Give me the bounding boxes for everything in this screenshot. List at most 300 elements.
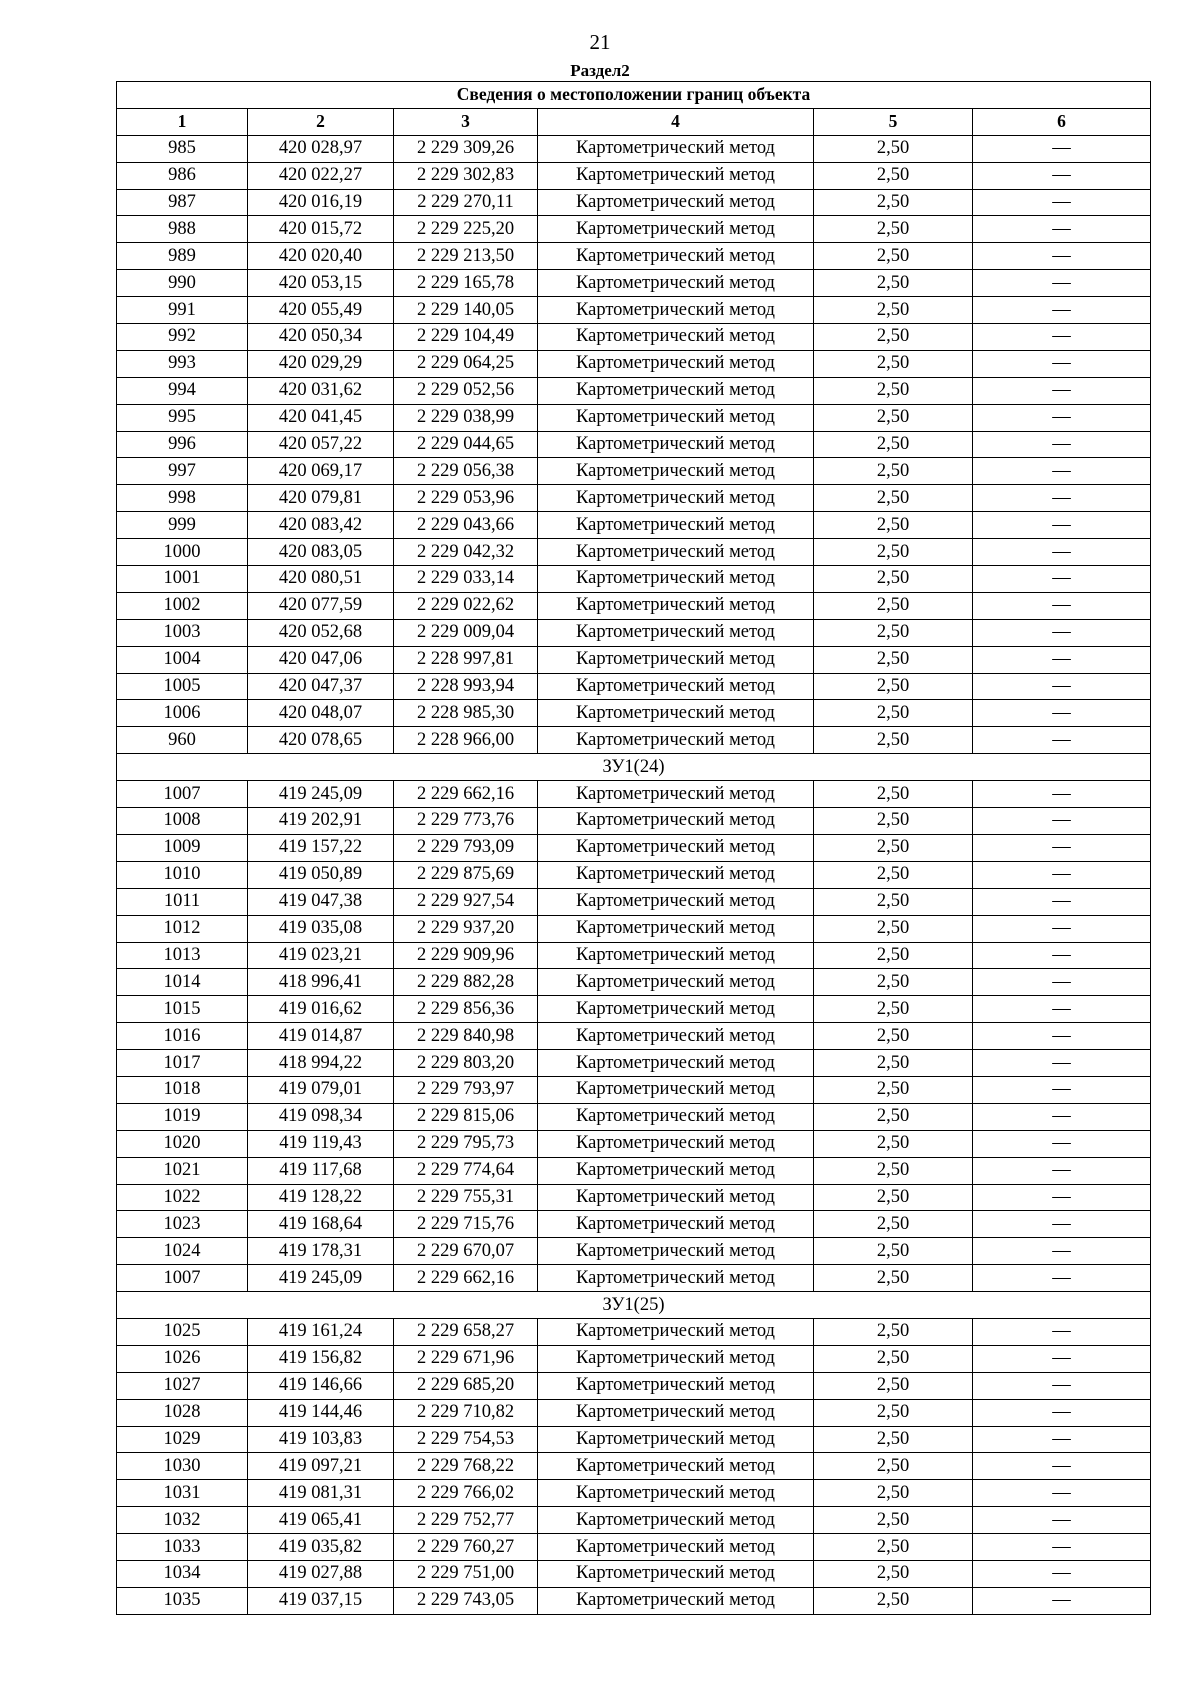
y-coordinate: 2 229 658,27 [394,1318,538,1345]
x-coordinate: 419 245,09 [248,1265,394,1292]
x-coordinate: 420 020,40 [248,243,394,270]
point-number: 1030 [117,1453,248,1480]
table-row [117,1238,1151,1265]
x-coordinate: 419 016,62 [248,996,394,1023]
column-header: 4 [538,108,814,135]
method-cell: Картометрический метод [538,1050,814,1077]
note-cell: — [973,1103,1151,1130]
note-cell: — [973,592,1151,619]
table-row [117,1184,1151,1211]
point-number: 985 [117,135,248,162]
y-coordinate: 2 229 165,78 [394,270,538,297]
y-coordinate: 2 229 793,97 [394,1076,538,1103]
column-header: 1 [117,108,248,135]
y-coordinate: 2 229 755,31 [394,1184,538,1211]
accuracy-cell: 2,50 [814,592,973,619]
note-cell: — [973,539,1151,566]
table-row [117,1157,1151,1184]
column-header: 2 [248,108,394,135]
method-cell: Картометрический метод [538,270,814,297]
accuracy-cell: 2,50 [814,431,973,458]
method-cell: Картометрический метод [538,162,814,189]
point-number: 993 [117,350,248,377]
point-number: 1031 [117,1480,248,1507]
method-cell: Картометрический метод [538,1211,814,1238]
accuracy-cell: 2,50 [814,1372,973,1399]
x-coordinate: 419 027,88 [248,1560,394,1587]
table-row [117,377,1151,404]
accuracy-cell: 2,50 [814,1265,973,1292]
note-cell: — [973,915,1151,942]
method-cell: Картометрический метод [538,539,814,566]
accuracy-cell: 2,50 [814,1426,973,1453]
table-row [117,243,1151,270]
note-cell: — [973,1426,1151,1453]
y-coordinate: 2 229 022,62 [394,592,538,619]
table-row [117,1076,1151,1103]
method-cell: Картометрический метод [538,888,814,915]
y-coordinate: 2 229 927,54 [394,888,538,915]
note-cell: — [973,189,1151,216]
x-coordinate: 419 168,64 [248,1211,394,1238]
note-cell: — [973,1534,1151,1561]
x-coordinate: 420 015,72 [248,216,394,243]
point-number: 992 [117,324,248,351]
x-coordinate: 419 202,91 [248,808,394,835]
table-row [117,566,1151,593]
note-cell: — [973,942,1151,969]
method-cell: Картометрический метод [538,135,814,162]
accuracy-cell: 2,50 [814,1587,973,1614]
method-cell: Картометрический метод [538,1130,814,1157]
group-row [117,754,1151,781]
method-cell: Картометрический метод [538,485,814,512]
y-coordinate: 2 229 270,11 [394,189,538,216]
note-cell: — [973,458,1151,485]
note-cell: — [973,619,1151,646]
y-coordinate: 2 229 685,20 [394,1372,538,1399]
section-title: Раздел2 [570,61,630,80]
x-coordinate: 420 050,34 [248,324,394,351]
table-row [117,162,1151,189]
y-coordinate: 2 229 140,05 [394,297,538,324]
x-coordinate: 419 144,46 [248,1399,394,1426]
point-number: 1016 [117,1023,248,1050]
table-row [117,1560,1151,1587]
y-coordinate: 2 229 937,20 [394,915,538,942]
note-cell: — [973,1023,1151,1050]
method-cell: Картометрический метод [538,404,814,431]
accuracy-cell: 2,50 [814,377,973,404]
accuracy-cell: 2,50 [814,996,973,1023]
note-cell: — [973,1050,1151,1077]
note-cell: — [973,135,1151,162]
boundary-coordinates-table [116,81,1151,1615]
accuracy-cell: 2,50 [814,404,973,431]
table-row [117,727,1151,754]
note-cell: — [973,350,1151,377]
accuracy-cell: 2,50 [814,781,973,808]
x-coordinate: 419 178,31 [248,1238,394,1265]
point-number: 989 [117,243,248,270]
method-cell: Картометрический метод [538,1426,814,1453]
method-cell: Картометрический метод [538,1157,814,1184]
accuracy-cell: 2,50 [814,834,973,861]
point-number: 1020 [117,1130,248,1157]
table-row [117,539,1151,566]
y-coordinate: 2 229 840,98 [394,1023,538,1050]
method-cell: Картометрический метод [538,1560,814,1587]
method-cell: Картометрический метод [538,1534,814,1561]
y-coordinate: 2 229 803,20 [394,1050,538,1077]
y-coordinate: 2 229 909,96 [394,942,538,969]
table-row [117,189,1151,216]
y-coordinate: 2 229 751,00 [394,1560,538,1587]
method-cell: Картометрический метод [538,969,814,996]
table-row [117,861,1151,888]
y-coordinate: 2 229 309,26 [394,135,538,162]
method-cell: Картометрический метод [538,1399,814,1426]
x-coordinate: 420 041,45 [248,404,394,431]
note-cell: — [973,162,1151,189]
note-cell: — [973,324,1151,351]
method-cell: Картометрический метод [538,1184,814,1211]
note-cell: — [973,1345,1151,1372]
point-number: 1034 [117,1560,248,1587]
table-row [117,1318,1151,1345]
table-row [117,1399,1151,1426]
point-number: 1012 [117,915,248,942]
y-coordinate: 2 229 056,38 [394,458,538,485]
y-coordinate: 2 229 856,36 [394,996,538,1023]
table-body [117,135,1151,1614]
accuracy-cell: 2,50 [814,297,973,324]
note-cell: — [973,781,1151,808]
method-cell: Картометрический метод [538,566,814,593]
point-number: 1010 [117,861,248,888]
method-cell: Картометрический метод [538,1076,814,1103]
point-number: 1027 [117,1372,248,1399]
table-row [117,915,1151,942]
accuracy-cell: 2,50 [814,458,973,485]
y-coordinate: 2 229 743,05 [394,1587,538,1614]
y-coordinate: 2 229 038,99 [394,404,538,431]
y-coordinate: 2 229 009,04 [394,619,538,646]
method-cell: Картометрический метод [538,1318,814,1345]
y-coordinate: 2 229 760,27 [394,1534,538,1561]
point-number: 1006 [117,700,248,727]
point-number: 987 [117,189,248,216]
x-coordinate: 420 078,65 [248,727,394,754]
method-cell: Картометрический метод [538,808,814,835]
x-coordinate: 420 047,06 [248,646,394,673]
y-coordinate: 2 229 302,83 [394,162,538,189]
x-coordinate: 419 161,24 [248,1318,394,1345]
note-cell: — [973,888,1151,915]
y-coordinate: 2 229 671,96 [394,1345,538,1372]
point-number: 986 [117,162,248,189]
point-number: 998 [117,485,248,512]
method-cell: Картометрический метод [538,1453,814,1480]
point-number: 1013 [117,942,248,969]
accuracy-cell: 2,50 [814,915,973,942]
note-cell: — [973,808,1151,835]
note-cell: — [973,431,1151,458]
method-cell: Картометрический метод [538,942,814,969]
point-number: 1029 [117,1426,248,1453]
x-coordinate: 419 050,89 [248,861,394,888]
y-coordinate: 2 229 053,96 [394,485,538,512]
y-coordinate: 2 229 033,14 [394,566,538,593]
table-caption: Сведения о местоположении границ объекта [117,82,1151,109]
x-coordinate: 420 022,27 [248,162,394,189]
note-cell: — [973,1076,1151,1103]
point-number: 1009 [117,834,248,861]
note-cell: — [973,1480,1151,1507]
accuracy-cell: 2,50 [814,1184,973,1211]
accuracy-cell: 2,50 [814,1050,973,1077]
note-cell: — [973,297,1151,324]
x-coordinate: 420 079,81 [248,485,394,512]
x-coordinate: 419 117,68 [248,1157,394,1184]
y-coordinate: 2 229 754,53 [394,1426,538,1453]
point-number: 994 [117,377,248,404]
method-cell: Картометрический метод [538,350,814,377]
note-cell: — [973,969,1151,996]
point-number: 1014 [117,969,248,996]
table-row [117,1050,1151,1077]
accuracy-cell: 2,50 [814,566,973,593]
method-cell: Картометрический метод [538,377,814,404]
method-cell: Картометрический метод [538,781,814,808]
table-row [117,969,1151,996]
method-cell: Картометрический метод [538,646,814,673]
method-cell: Картометрический метод [538,431,814,458]
point-number: 1022 [117,1184,248,1211]
y-coordinate: 2 229 882,28 [394,969,538,996]
table-row [117,808,1151,835]
accuracy-cell: 2,50 [814,673,973,700]
y-coordinate: 2 228 966,00 [394,727,538,754]
y-coordinate: 2 229 774,64 [394,1157,538,1184]
point-number: 1003 [117,619,248,646]
note-cell: — [973,1587,1151,1614]
point-number: 1000 [117,539,248,566]
method-cell: Картометрический метод [538,1587,814,1614]
table-row [117,1372,1151,1399]
x-coordinate: 420 028,97 [248,135,394,162]
point-number: 1023 [117,1211,248,1238]
method-cell: Картометрический метод [538,592,814,619]
x-coordinate: 419 035,08 [248,915,394,942]
accuracy-cell: 2,50 [814,1238,973,1265]
y-coordinate: 2 229 815,06 [394,1103,538,1130]
x-coordinate: 419 119,43 [248,1130,394,1157]
note-cell: — [973,1184,1151,1211]
note-cell: — [973,270,1151,297]
method-cell: Картометрический метод [538,297,814,324]
y-coordinate: 2 228 985,30 [394,700,538,727]
y-coordinate: 2 229 710,82 [394,1399,538,1426]
table-row [117,646,1151,673]
method-cell: Картометрический метод [538,619,814,646]
accuracy-cell: 2,50 [814,700,973,727]
table-row [117,485,1151,512]
note-cell: — [973,673,1151,700]
point-number: 997 [117,458,248,485]
note-cell: — [973,700,1151,727]
method-cell: Картометрический метод [538,673,814,700]
accuracy-cell: 2,50 [814,270,973,297]
x-coordinate: 419 156,82 [248,1345,394,1372]
table-row [117,270,1151,297]
x-coordinate: 420 057,22 [248,431,394,458]
y-coordinate: 2 229 715,76 [394,1211,538,1238]
point-number: 1035 [117,1587,248,1614]
accuracy-cell: 2,50 [814,942,973,969]
x-coordinate: 419 081,31 [248,1480,394,1507]
accuracy-cell: 2,50 [814,1023,973,1050]
note-cell: — [973,1399,1151,1426]
note-cell: — [973,1265,1151,1292]
accuracy-cell: 2,50 [814,808,973,835]
accuracy-cell: 2,50 [814,1534,973,1561]
point-number: 1032 [117,1507,248,1534]
point-number: 1007 [117,1265,248,1292]
y-coordinate: 2 228 997,81 [394,646,538,673]
x-coordinate: 419 103,83 [248,1426,394,1453]
note-cell: — [973,1507,1151,1534]
note-cell: — [973,1372,1151,1399]
point-number: 1028 [117,1399,248,1426]
note-cell: — [973,1130,1151,1157]
y-coordinate: 2 229 773,76 [394,808,538,835]
column-header: 5 [814,108,973,135]
x-coordinate: 420 052,68 [248,619,394,646]
point-number: 1025 [117,1318,248,1345]
note-cell: — [973,243,1151,270]
accuracy-cell: 2,50 [814,1453,973,1480]
y-coordinate: 2 229 044,65 [394,431,538,458]
table-row [117,458,1151,485]
y-coordinate: 2 229 795,73 [394,1130,538,1157]
point-number: 1004 [117,646,248,673]
table-row [117,592,1151,619]
table-row [117,297,1151,324]
method-cell: Картометрический метод [538,700,814,727]
point-number: 988 [117,216,248,243]
x-coordinate: 419 157,22 [248,834,394,861]
x-coordinate: 419 037,15 [248,1587,394,1614]
table-row [117,888,1151,915]
x-coordinate: 420 077,59 [248,592,394,619]
accuracy-cell: 2,50 [814,350,973,377]
page-number: 21 [589,30,611,54]
table-row [117,781,1151,808]
y-coordinate: 2 229 793,09 [394,834,538,861]
note-cell: — [973,1318,1151,1345]
point-number: 1018 [117,1076,248,1103]
y-coordinate: 2 228 993,94 [394,673,538,700]
point-number: 1017 [117,1050,248,1077]
note-cell: — [973,1560,1151,1587]
accuracy-cell: 2,50 [814,1076,973,1103]
x-coordinate: 420 083,42 [248,512,394,539]
method-cell: Картометрический метод [538,1023,814,1050]
x-coordinate: 419 023,21 [248,942,394,969]
note-cell: — [973,1157,1151,1184]
note-cell: — [973,646,1151,673]
table-row [117,1534,1151,1561]
accuracy-cell: 2,50 [814,1103,973,1130]
x-coordinate: 420 031,62 [248,377,394,404]
x-coordinate: 419 065,41 [248,1507,394,1534]
accuracy-cell: 2,50 [814,162,973,189]
point-number: 1024 [117,1238,248,1265]
group-label: ЗУ1(25) [117,1292,1151,1319]
accuracy-cell: 2,50 [814,969,973,996]
point-number: 995 [117,404,248,431]
accuracy-cell: 2,50 [814,1345,973,1372]
method-cell: Картометрический метод [538,915,814,942]
x-coordinate: 418 994,22 [248,1050,394,1077]
x-coordinate: 419 128,22 [248,1184,394,1211]
y-coordinate: 2 229 064,25 [394,350,538,377]
method-cell: Картометрический метод [538,512,814,539]
x-coordinate: 419 047,38 [248,888,394,915]
x-coordinate: 420 016,19 [248,189,394,216]
table-row [117,431,1151,458]
method-cell: Картометрический метод [538,243,814,270]
method-cell: Картометрический метод [538,1265,814,1292]
y-coordinate: 2 229 213,50 [394,243,538,270]
note-cell: — [973,377,1151,404]
method-cell: Картометрический метод [538,861,814,888]
accuracy-cell: 2,50 [814,619,973,646]
table-row [117,1130,1151,1157]
x-coordinate: 419 097,21 [248,1453,394,1480]
x-coordinate: 420 069,17 [248,458,394,485]
accuracy-cell: 2,50 [814,1318,973,1345]
accuracy-cell: 2,50 [814,216,973,243]
x-coordinate: 420 048,07 [248,700,394,727]
accuracy-cell: 2,50 [814,539,973,566]
table-row [117,1587,1151,1614]
x-coordinate: 420 083,05 [248,539,394,566]
method-cell: Картометрический метод [538,216,814,243]
x-coordinate: 419 014,87 [248,1023,394,1050]
table-row [117,1265,1151,1292]
table-row [117,350,1151,377]
accuracy-cell: 2,50 [814,485,973,512]
note-cell: — [973,834,1151,861]
point-number: 1005 [117,673,248,700]
table-row [117,619,1151,646]
point-number: 996 [117,431,248,458]
note-cell: — [973,1238,1151,1265]
x-coordinate: 420 080,51 [248,566,394,593]
table-row [117,324,1151,351]
point-number: 990 [117,270,248,297]
y-coordinate: 2 229 662,16 [394,1265,538,1292]
point-number: 1001 [117,566,248,593]
accuracy-cell: 2,50 [814,135,973,162]
y-coordinate: 2 229 043,66 [394,512,538,539]
x-coordinate: 419 245,09 [248,781,394,808]
accuracy-cell: 2,50 [814,324,973,351]
y-coordinate: 2 229 670,07 [394,1238,538,1265]
accuracy-cell: 2,50 [814,512,973,539]
